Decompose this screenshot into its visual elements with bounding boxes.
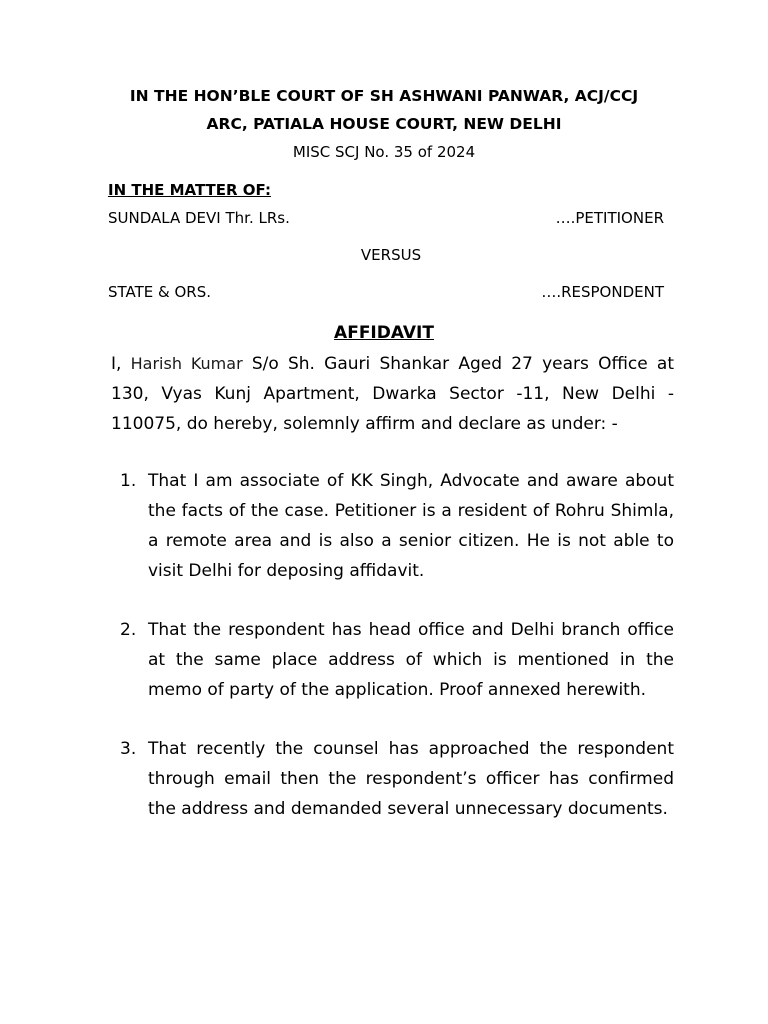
point-number: 1. [120,471,137,491]
point-text: That the respondent has head office and Delhi branch office at the same place address of which is mentioned in the memo of party of the application. Proof annexed herewith. [148,620,674,700]
affidavit-points-list [111,466,674,853]
point-text: That I am associate of KK Singh, Advocate and aware about the facts of the case. Petitioner is a resident of Rohru Shimla, a remote area and is also a senior citizen. He is not able to visit Delhi for deposing affidavit. [148,471,674,581]
respondent-name: STATE & ORS. [108,283,212,301]
affidavit-intro [111,349,674,439]
court-title-line-2: ARC, PATIALA HOUSE COURT, NEW DELHI [206,115,562,133]
affidavit-title: AFFIDAVIT [334,323,434,343]
point-text: That recently the counsel has approached the respondent through email then the respondent’s officer has confirmed the address and demanded several unnecessary documents. [148,739,674,819]
intro-prefix: I, [111,354,131,374]
versus-label: VERSUS [360,246,422,264]
intro-body: S/o Sh. Gauri Shankar Aged 27 years Office at 130, Vyas Kunj Apartment, Dwarka Sector -11, New Delhi - 110075, do hereby, solemnly affirm and declare as under: - [111,354,674,434]
list-item [111,615,674,705]
list-item [111,466,674,586]
case-number: MISC SCJ No. 35 of 2024 [292,143,476,161]
respondent-role: ….RESPONDENT [541,283,664,301]
point-number: 2. [120,620,137,640]
list-item [111,734,674,824]
petitioner-name: SUNDALA DEVI Thr. LRs. [108,209,290,227]
petitioner-role: ….PETITIONER [555,209,664,227]
court-title-line-1: IN THE HON’BLE COURT OF SH ASHWANI PANWAR, ACJ/CCJ [129,87,639,105]
matter-heading: IN THE MATTER OF: [108,181,271,199]
point-number: 3. [120,739,137,759]
deponent-name: Harish Kumar [130,354,243,373]
